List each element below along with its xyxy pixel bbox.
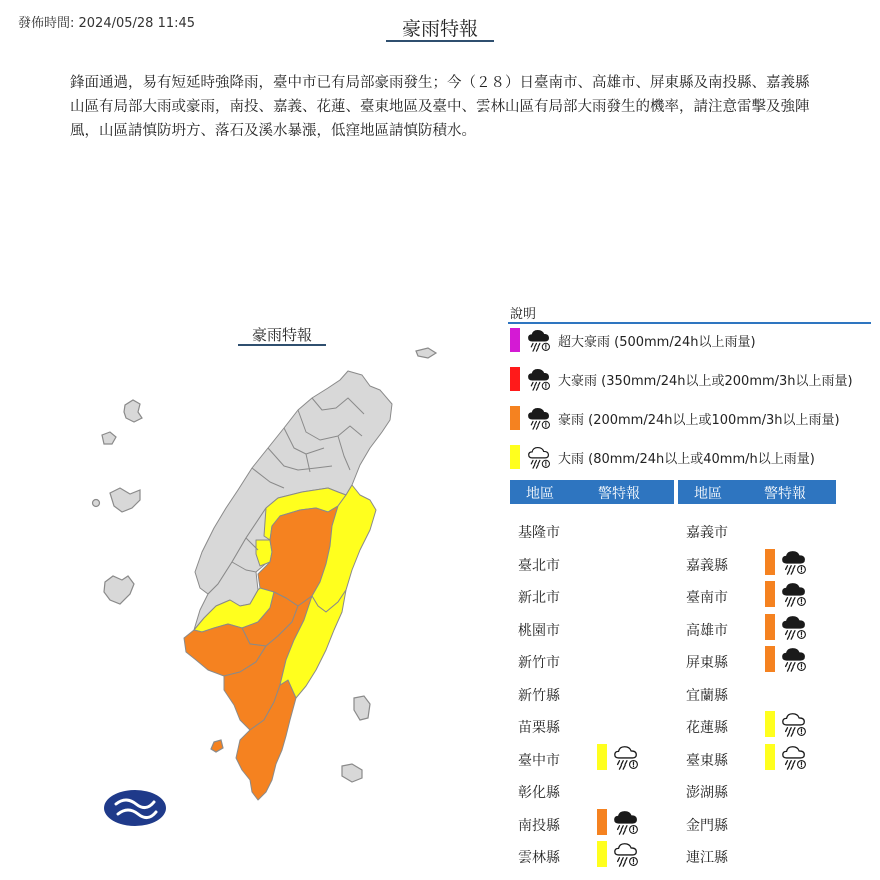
header-region: 地區 [694,486,722,502]
islet [211,740,223,752]
legend-color-swatch [510,445,520,469]
rain-indicator [597,744,607,770]
legend-title-underline [508,322,871,324]
region-name: 花蓮縣 [686,720,728,736]
region-name: 臺北市 [518,557,560,574]
heavy-rain-icon [612,808,640,836]
rain-icon [780,710,808,738]
legend-item [510,444,815,470]
warning-icon-wrap [612,840,640,872]
warning-icon-wrap [780,548,808,580]
region-name: 雲林縣 [518,850,560,866]
region-name: 宜蘭縣 [686,687,728,704]
islet [354,696,370,720]
heavy-rain-indicator [765,614,775,640]
rain-indicator [597,841,607,867]
islet [124,400,142,422]
warning-icon-wrap [780,645,808,677]
legend-label: 豪雨 (200mm/24h以上或100mm/3h以上雨量) [558,412,840,428]
region-name: 桃園市 [518,622,560,639]
warning-icon-wrap [780,613,808,645]
islet [93,500,100,507]
table-header-left [510,480,674,504]
rain-indicator [765,744,775,770]
heavy-rain-icon [780,580,808,608]
region-name: 新竹市 [518,655,560,671]
page-title: 豪雨特報 [401,18,478,40]
legend-title: 說明 [510,307,537,322]
warning-icon-wrap [780,580,808,612]
region-name: 臺東縣 [686,752,728,769]
region-name: 金門縣 [686,817,728,834]
region-name: 新竹縣 [518,687,560,704]
cwa-logo [104,790,166,826]
warning-icon-wrap [612,743,640,775]
legend-color-swatch [510,328,520,352]
region-name: 屏東縣 [686,655,728,671]
islet [342,764,362,782]
islet [110,488,140,512]
legend-color-swatch [510,367,520,391]
region-name: 嘉義市 [686,525,728,541]
region-name: 澎湖縣 [686,785,728,801]
map-title: 豪雨特報 [251,326,312,344]
legend-item [510,327,756,353]
warning-icon-wrap [780,710,808,742]
warning-icon-wrap [780,743,808,775]
region-name: 苗栗縣 [518,720,560,736]
table-header-right [678,480,836,504]
heavy-rain-icon [780,645,808,673]
header-region: 地區 [526,486,554,502]
legend-label: 超大豪雨 (500mm/24h以上雨量) [558,334,756,350]
region-name: 高雄市 [686,622,728,639]
region-name: 基隆市 [518,525,560,541]
heavy-rain-indicator [765,581,775,607]
legend-color-swatch [510,406,520,430]
rain-icon [612,743,640,771]
header-warning: 警特報 [764,486,806,502]
region-name: 臺南市 [686,590,728,606]
heavy-rain-icon [780,548,808,576]
warning-description: 鋒面通過，易有短延時強降雨，臺中市已有局部豪雨發生；今（２８）日臺南市、高雄市、屏東縣及南投縣、嘉義縣山區有局部大雨或豪雨，南投、嘉義、花蓮、臺東地區及臺中、雲林山區有局部大雨發生的機率，請注意雷擊及強陣風，山區請慎防坍方、落石及溪水暴漲，低窪地區請慎防積水。 [70,75,810,139]
rain-icon [612,840,640,868]
extreme-torrential-rain-icon [526,328,552,352]
taiwan-warning-map [80,340,480,840]
region-name: 南投縣 [518,817,560,834]
title-underline [386,40,494,42]
heavy-rain-indicator [597,809,607,835]
heavy-rain-icon [780,613,808,641]
heavy-rain-indicator [765,549,775,575]
heavy-rain-indicator [765,646,775,672]
region-name: 彰化縣 [518,785,560,801]
rain-icon [526,445,552,469]
heavy-rain-icon [526,406,552,430]
region-name: 嘉義縣 [686,557,728,574]
matsu-island [416,348,436,358]
region-name: 新北市 [518,590,560,606]
islet [102,432,116,444]
legend-label: 大雨 (80mm/24h以上或40mm/h以上雨量) [558,451,815,467]
region-name: 臺中市 [518,752,560,769]
extremely-heavy-rain-icon [526,367,552,391]
legend-item [510,366,853,392]
header-warning: 警特報 [598,486,640,502]
issue-time: 發佈時間: 2024/05/28 11:45 [18,16,196,31]
warning-icon-wrap [612,808,640,840]
legend-label: 大豪雨 (350mm/24h以上或200mm/3h以上雨量) [558,373,853,389]
region-name: 連江縣 [686,850,728,866]
legend-item [510,405,840,431]
rain-icon [780,743,808,771]
rain-indicator [765,711,775,737]
islet [104,576,134,604]
